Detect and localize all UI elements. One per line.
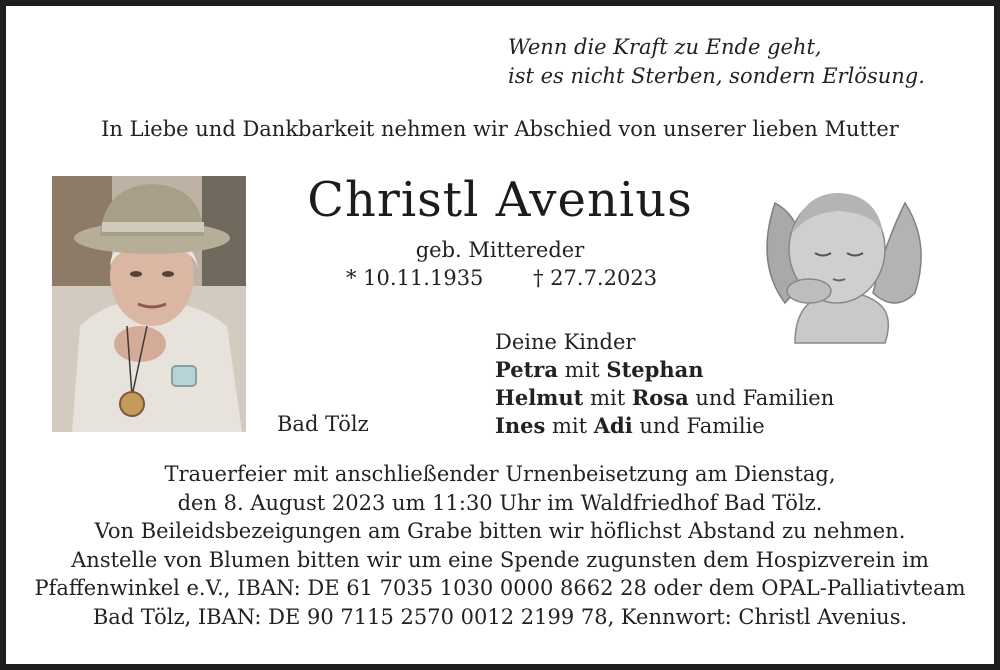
motto-line-1: Wenn die Kraft zu Ende geht,	[508, 35, 822, 59]
birth-date: * 10.11.1935	[346, 266, 484, 290]
partner-name: Stephan	[606, 357, 704, 382]
deceased-name: Christl Avenius	[307, 172, 693, 228]
motto-line-2: ist es nicht Sterben, sondern Erlösung.	[508, 64, 925, 88]
child-name: Ines	[495, 413, 546, 438]
family-signatures	[495, 328, 834, 440]
family-row	[495, 412, 834, 440]
conjunction: mit	[551, 414, 588, 438]
child-name: Petra	[495, 357, 558, 382]
family-row	[495, 356, 834, 384]
details-line: Trauerfeier mit anschließender Urnenbeisetzung am Dienstag,	[164, 462, 836, 486]
child-name: Helmut	[495, 385, 584, 410]
conjunction: mit	[564, 358, 600, 382]
family-suffix: und Familien	[695, 386, 835, 410]
service-details	[0, 460, 1000, 631]
family-row	[495, 384, 834, 412]
death-date: † 27.7.2023	[533, 266, 658, 290]
details-line: Von Beileidsbezeigungen am Grabe bitten wir höflichst Abstand zu nehmen.	[94, 519, 906, 543]
partner-name: Rosa	[631, 385, 689, 410]
details-line: Bad Tölz, IBAN: DE 90 7115 2570 0012 2199 78, Kennwort: Christl Avenius.	[92, 604, 908, 629]
family-suffix: und Familie	[639, 414, 765, 438]
partner-name: Adi	[593, 413, 633, 438]
intro-text: In Liebe und Dankbarkeit nehmen wir Abschied von unserer lieben Mutter	[101, 117, 899, 141]
motto	[508, 33, 925, 91]
angel-figure-image	[755, 183, 931, 345]
maiden-name: geb. Mittereder	[415, 238, 585, 262]
family-heading: Deine Kinder	[495, 330, 636, 354]
details-line: den 8. August 2023 um 11:30 Uhr im Waldfriedhof Bad Tölz.	[177, 490, 823, 515]
place-name: Bad Tölz	[277, 412, 369, 436]
conjunction: mit	[590, 386, 626, 410]
details-line: Anstelle von Blumen bitten wir um eine Spende zugunsten dem Hospizverein im	[71, 547, 929, 572]
details-line: Pfaffenwinkel e.V., IBAN: DE 61 7035 1030 0000 8662 28 oder dem OPAL-Palliativteam	[34, 576, 966, 600]
